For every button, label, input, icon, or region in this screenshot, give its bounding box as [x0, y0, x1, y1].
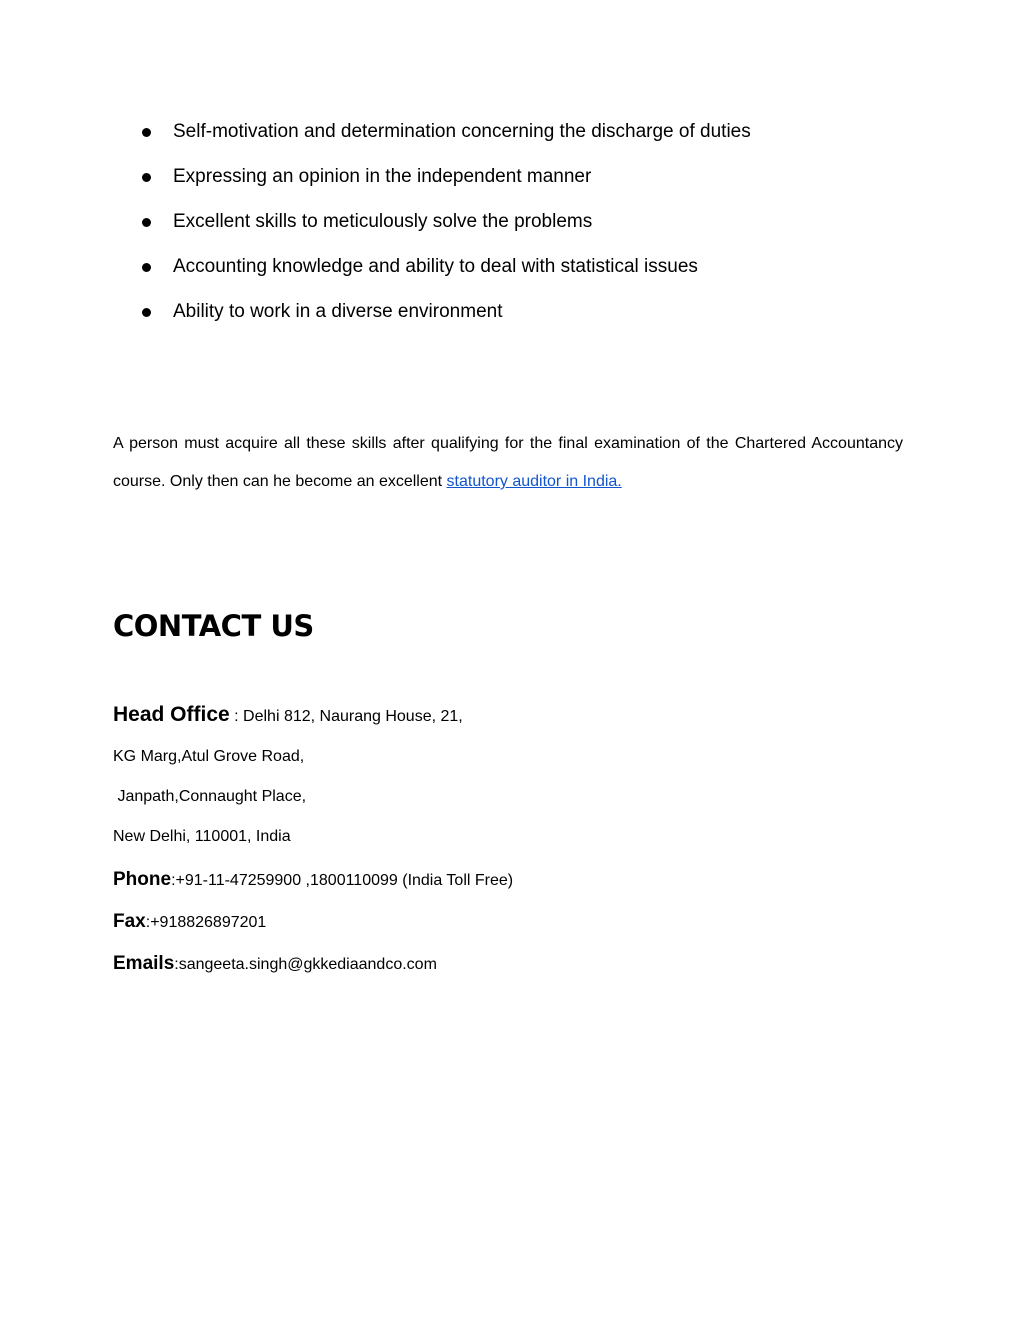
bullet-item: [113, 297, 913, 342]
bullet-item: [113, 207, 913, 252]
emails-label: Emails: [113, 953, 175, 974]
address-line-2: KG Marg,Atul Grove Road,: [113, 748, 305, 765]
bullet-text: Self-motivation and determination concerning the discharge of duties: [173, 121, 751, 142]
phone-value: :+91-11-47259900 ,1800110099 (India Toll Free): [171, 872, 514, 889]
contact-heading: CONTACT US: [113, 609, 314, 643]
bullet-text: Expressing an opinion in the independent manner: [173, 166, 592, 187]
address-line-3: Janpath,Connaught Place,: [113, 788, 307, 805]
head-office-line: [113, 695, 913, 737]
fax-label: Fax: [113, 911, 146, 932]
address-line-4: New Delhi, 110001, India: [113, 828, 291, 845]
bullet-text: Ability to work in a diverse environment: [173, 301, 503, 322]
head-office-value: : Delhi 812, Naurang House, 21,: [229, 708, 463, 725]
body-paragraph: [113, 425, 903, 501]
bullet-item: [113, 252, 913, 297]
bullet-dot-icon: [142, 128, 151, 137]
emails-line: [113, 943, 913, 985]
phone-line: [113, 859, 913, 901]
fax-line: [113, 901, 913, 943]
bullet-item: [113, 162, 913, 207]
skills-bullet-list: [113, 117, 913, 342]
bullet-text: Accounting knowledge and ability to deal with statistical issues: [173, 256, 698, 277]
bullet-dot-icon: [142, 263, 151, 272]
bullet-dot-icon: [142, 218, 151, 227]
head-office-label: Head Office: [113, 703, 230, 726]
bullet-dot-icon: [142, 308, 151, 317]
bullet-text: Excellent skills to meticulously solve the problems: [173, 211, 593, 232]
emails-value: :sangeeta.singh@gkkediaandco.com: [174, 956, 437, 973]
phone-label: Phone: [113, 869, 172, 890]
bullet-dot-icon: [142, 173, 151, 182]
contact-block: [113, 695, 913, 985]
fax-value: :+918826897201: [145, 914, 267, 931]
statutory-auditor-link[interactable]: statutory auditor in India.: [446, 473, 622, 490]
paragraph-text: A person must acquire all these skills after qualifying for the final examination of the Chartered Accountancy course. Only then can he become an excellent: [113, 435, 903, 490]
bullet-item: [113, 117, 913, 162]
